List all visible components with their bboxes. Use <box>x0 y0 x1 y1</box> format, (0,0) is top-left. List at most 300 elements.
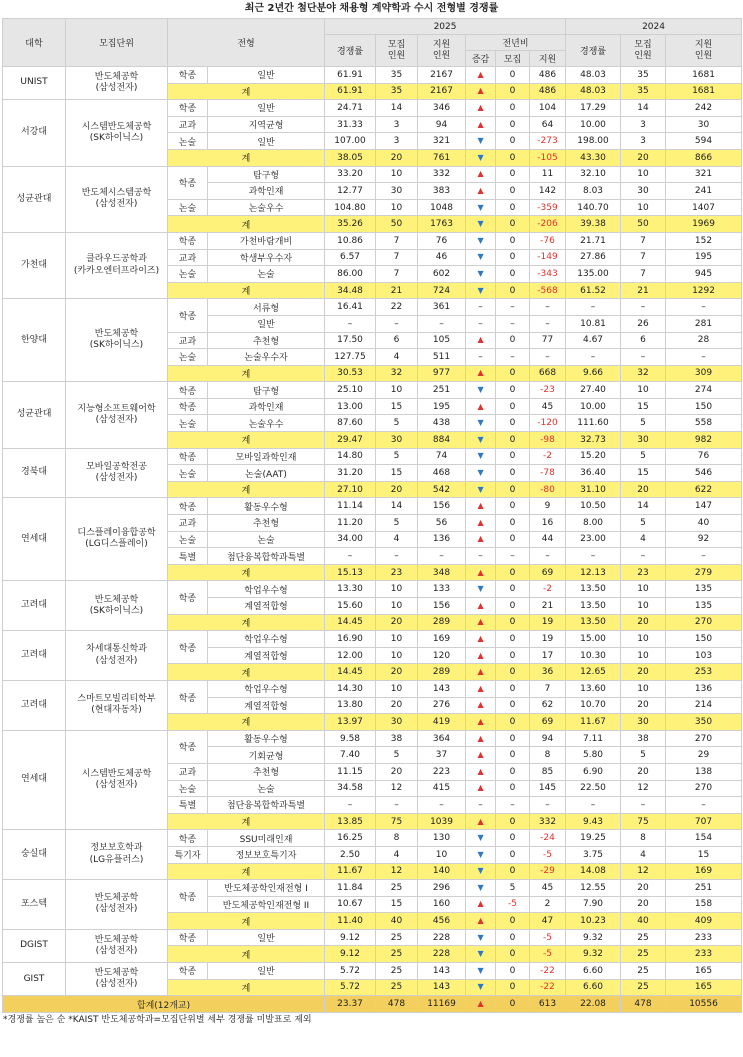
arrow-up-icon: ▲ <box>477 733 484 743</box>
prev-pq: 4 <box>621 531 666 548</box>
diff-quota: 0 <box>496 232 530 249</box>
prev-pr: 23.00 <box>566 531 621 548</box>
value-a: 364 <box>418 730 466 747</box>
type-label: 활동우수형 <box>208 498 325 515</box>
value-q: 30 <box>376 714 418 731</box>
change-icon <box>466 929 496 946</box>
prev-pr: 10.70 <box>566 697 621 714</box>
change-icon: – <box>466 315 496 332</box>
change-icon <box>466 680 496 697</box>
category: 논술 <box>168 133 208 150</box>
dept-name: 디스플레이융합공학 (LG디스플레이) <box>66 498 168 581</box>
total-change-icon <box>466 996 496 1013</box>
value-r: 35.26 <box>325 216 376 233</box>
value-q: 10 <box>376 199 418 216</box>
diff-quota: 0 <box>496 216 530 233</box>
diff-applicants: 486 <box>530 83 566 100</box>
type-label: 서류형 <box>208 299 325 316</box>
dept-name: 정보보호학과 (LG유플러스) <box>66 830 168 880</box>
prev-pq: 10 <box>621 647 666 664</box>
prev-pq: 25 <box>621 929 666 946</box>
prev-pa: 1969 <box>666 216 742 233</box>
prev-pq: – <box>621 797 666 814</box>
prev-pr: 22.50 <box>566 780 621 797</box>
prev-pa: 40 <box>666 515 742 532</box>
value-q: 5 <box>376 747 418 764</box>
diff-quota: 5 <box>496 880 530 897</box>
arrow-down-icon: ▼ <box>477 434 484 444</box>
prev-pr: 48.03 <box>566 67 621 84</box>
value-q: 40 <box>376 913 418 930</box>
prev-pr: 14.08 <box>566 863 621 880</box>
arrow-up-icon: ▲ <box>477 816 484 826</box>
diff-applicants: -206 <box>530 216 566 233</box>
prev-pq: 5 <box>621 448 666 465</box>
prev-pa: 409 <box>666 913 742 930</box>
diff-applicants: 45 <box>530 880 566 897</box>
type-label: 일반 <box>208 133 325 150</box>
value-r: 5.72 <box>325 979 376 996</box>
diff-applicants: -359 <box>530 199 566 216</box>
value-q: 20 <box>376 614 418 631</box>
diff-applicants: 36 <box>530 664 566 681</box>
value-a: 419 <box>418 714 466 731</box>
value-a: 76 <box>418 232 466 249</box>
prev-pr: 9.32 <box>566 946 621 963</box>
prev-pq: 35 <box>621 67 666 84</box>
header-applicants-diff: 지원 <box>530 51 566 67</box>
value-a: 289 <box>418 614 466 631</box>
arrow-down-icon: ▼ <box>477 285 484 295</box>
univ-name: 고려대 <box>3 581 66 631</box>
change-icon <box>466 67 496 84</box>
total-pr: 22.08 <box>566 996 621 1013</box>
arrow-up-icon: ▲ <box>477 185 484 195</box>
value-r: 61.91 <box>325 67 376 84</box>
univ-name: 서강대 <box>3 100 66 166</box>
prev-pa: 707 <box>666 813 742 830</box>
diff-quota: 0 <box>496 631 530 648</box>
diff-quota: 0 <box>496 929 530 946</box>
prev-pq: 12 <box>621 780 666 797</box>
prev-pa: 135 <box>666 581 742 598</box>
prev-pq: – <box>621 548 666 565</box>
arrow-down-icon: ▼ <box>477 882 484 892</box>
prev-pa: 165 <box>666 979 742 996</box>
diff-quota: 0 <box>496 730 530 747</box>
arrow-up-icon: ▲ <box>477 750 484 760</box>
diff-applicants: 668 <box>530 365 566 382</box>
prev-pa: 152 <box>666 232 742 249</box>
category: 특별 <box>168 548 208 565</box>
diff-applicants: 104 <box>530 100 566 117</box>
prev-pq: 30 <box>621 432 666 449</box>
value-a: 37 <box>418 747 466 764</box>
value-a: 977 <box>418 365 466 382</box>
value-q: 3 <box>376 116 418 133</box>
diff-applicants: -23 <box>530 382 566 399</box>
category: 학종 <box>168 100 208 117</box>
univ-name: 고려대 <box>3 680 66 730</box>
type-label: 계 <box>168 863 325 880</box>
dept-name: 모바일공학전공 (삼성전자) <box>66 448 168 498</box>
value-r: 11.67 <box>325 863 376 880</box>
value-q: 5 <box>376 515 418 532</box>
value-a: 156 <box>418 598 466 615</box>
arrow-up-icon: ▲ <box>477 501 484 511</box>
diff-quota: 0 <box>496 515 530 532</box>
prev-pq: 10 <box>621 581 666 598</box>
type-label: 추천형 <box>208 763 325 780</box>
category: 논술 <box>168 266 208 283</box>
value-a: 169 <box>418 631 466 648</box>
value-r: 27.10 <box>325 481 376 498</box>
dept-name: 스마트모빌리티학부 (현대자동차) <box>66 680 168 730</box>
header-ratio-2025: 경쟁률 <box>325 35 376 67</box>
prev-pr: 198.00 <box>566 133 621 150</box>
total-da: 613 <box>530 996 566 1013</box>
prev-pq: 5 <box>621 747 666 764</box>
category: 학종 <box>168 730 208 763</box>
type-label: 학업우수형 <box>208 631 325 648</box>
prev-pa: 251 <box>666 880 742 897</box>
change-icon <box>466 598 496 615</box>
prev-pq: 10 <box>621 598 666 615</box>
prev-pq: 25 <box>621 963 666 980</box>
diff-applicants: 45 <box>530 398 566 415</box>
prev-pr: 43.30 <box>566 149 621 166</box>
change-icon <box>466 631 496 648</box>
change-icon <box>466 896 496 913</box>
total-pa: 10556 <box>666 996 742 1013</box>
total-label: 합계(12개교) <box>3 996 325 1013</box>
type-label: 일반 <box>208 100 325 117</box>
prev-pa: 136 <box>666 680 742 697</box>
prev-pa: – <box>666 548 742 565</box>
type-label: 추천형 <box>208 515 325 532</box>
header-dept: 모집단위 <box>66 19 168 67</box>
prev-pq: 20 <box>621 614 666 631</box>
prev-pr: 10.00 <box>566 116 621 133</box>
value-q: 6 <box>376 332 418 349</box>
diff-applicants: -568 <box>530 282 566 299</box>
value-a: 602 <box>418 266 466 283</box>
prev-pr: 6.90 <box>566 763 621 780</box>
arrow-down-icon: ▼ <box>477 584 484 594</box>
value-a: 94 <box>418 116 466 133</box>
value-a: 296 <box>418 880 466 897</box>
prev-pq: 7 <box>621 232 666 249</box>
change-icon <box>466 448 496 465</box>
change-icon <box>466 747 496 764</box>
value-q: 12 <box>376 780 418 797</box>
prev-pa: 29 <box>666 747 742 764</box>
header-applicants-2024: 지원 인원 <box>666 35 742 67</box>
prev-pr: 15.20 <box>566 448 621 465</box>
prev-pr: 135.00 <box>566 266 621 283</box>
header-ratio-2024: 경쟁률 <box>566 35 621 67</box>
arrow-up-icon: ▲ <box>477 783 484 793</box>
arrow-down-icon: ▼ <box>477 252 484 262</box>
value-r: 12.00 <box>325 647 376 664</box>
category: 교과 <box>168 763 208 780</box>
value-q: 8 <box>376 830 418 847</box>
dept-name: 반도체공학 (삼성전자) <box>66 880 168 930</box>
type-label: 과학인재 <box>208 183 325 200</box>
value-q: 22 <box>376 299 418 316</box>
value-q: 4 <box>376 349 418 366</box>
change-icon: – <box>466 797 496 814</box>
prev-pa: 1681 <box>666 67 742 84</box>
prev-pr: 3.75 <box>566 846 621 863</box>
prev-pr: – <box>566 299 621 316</box>
category: 학종 <box>168 680 208 713</box>
category: 논술 <box>168 780 208 797</box>
change-icon <box>466 199 496 216</box>
prev-pr: 12.55 <box>566 880 621 897</box>
prev-pq: 21 <box>621 282 666 299</box>
page-title: 최근 2년간 첨단분야 채용형 계약학과 수시 전형별 경쟁률 <box>244 3 499 14</box>
diff-quota: 0 <box>496 747 530 764</box>
diff-quota: 0 <box>496 465 530 482</box>
prev-pr: 7.90 <box>566 896 621 913</box>
diff-applicants: 142 <box>530 183 566 200</box>
type-label: 반도체공학인재전형 I <box>208 880 325 897</box>
category: 학종 <box>168 382 208 399</box>
type-label: 활동우수형 <box>208 730 325 747</box>
category: 학종 <box>168 398 208 415</box>
value-a: 251 <box>418 382 466 399</box>
change-icon: – <box>466 548 496 565</box>
prev-pq: 7 <box>621 249 666 266</box>
diff-applicants: -76 <box>530 232 566 249</box>
diff-quota: 0 <box>496 415 530 432</box>
diff-applicants: -24 <box>530 830 566 847</box>
diff-applicants: -98 <box>530 432 566 449</box>
value-r: 14.45 <box>325 664 376 681</box>
arrow-down-icon: ▼ <box>477 202 484 212</box>
diff-applicants: – <box>530 349 566 366</box>
type-label: 일반 <box>208 929 325 946</box>
value-r: 14.80 <box>325 448 376 465</box>
value-q: 20 <box>376 763 418 780</box>
prev-pa: 138 <box>666 763 742 780</box>
type-label: 계 <box>168 481 325 498</box>
type-label: 계 <box>168 365 325 382</box>
type-label: 계 <box>168 216 325 233</box>
diff-quota: 0 <box>496 199 530 216</box>
arrow-down-icon: ▼ <box>477 451 484 461</box>
diff-applicants: 77 <box>530 332 566 349</box>
change-icon <box>466 249 496 266</box>
prev-pr: 111.60 <box>566 415 621 432</box>
prev-pr: 12.13 <box>566 564 621 581</box>
type-label: SSU미래인재 <box>208 830 325 847</box>
value-a: – <box>418 797 466 814</box>
dept-name: 지능형소프트웨어학 (삼성전자) <box>66 382 168 448</box>
prev-pr: 21.71 <box>566 232 621 249</box>
category: 교과 <box>168 116 208 133</box>
value-r: 31.20 <box>325 465 376 482</box>
diff-quota: 0 <box>496 282 530 299</box>
prev-pr: 32.10 <box>566 166 621 183</box>
prev-pa: 214 <box>666 697 742 714</box>
value-a: – <box>418 548 466 565</box>
value-r: 127.75 <box>325 349 376 366</box>
value-q: 23 <box>376 564 418 581</box>
arrow-down-icon: ▼ <box>477 152 484 162</box>
value-a: 10 <box>418 846 466 863</box>
diff-applicants: -29 <box>530 863 566 880</box>
diff-applicants: -105 <box>530 149 566 166</box>
prev-pr: 12.65 <box>566 664 621 681</box>
univ-name: 성균관대 <box>3 166 66 232</box>
diff-applicants: -2 <box>530 448 566 465</box>
value-r: 14.45 <box>325 614 376 631</box>
diff-quota: 0 <box>496 149 530 166</box>
prev-pa: 103 <box>666 647 742 664</box>
category: 논술 <box>168 531 208 548</box>
diff-applicants: -80 <box>530 481 566 498</box>
diff-quota: 0 <box>496 598 530 615</box>
prev-pq: 20 <box>621 149 666 166</box>
value-a: 140 <box>418 863 466 880</box>
value-r: 2.50 <box>325 846 376 863</box>
prev-pa: 982 <box>666 432 742 449</box>
arrow-down-icon: ▼ <box>477 136 484 146</box>
diff-applicants: – <box>530 315 566 332</box>
prev-pr: 10.81 <box>566 315 621 332</box>
type-label: 일반 <box>208 963 325 980</box>
prev-pq: 75 <box>621 813 666 830</box>
prev-pr: 19.25 <box>566 830 621 847</box>
prev-pq: 8 <box>621 830 666 847</box>
value-r: 11.15 <box>325 763 376 780</box>
univ-name: 고려대 <box>3 631 66 681</box>
value-r: 104.80 <box>325 199 376 216</box>
prev-pa: 1681 <box>666 83 742 100</box>
table-row <box>3 232 742 249</box>
total-pq: 478 <box>621 996 666 1013</box>
value-q: 30 <box>376 183 418 200</box>
category: 학종 <box>168 929 208 946</box>
value-q: 14 <box>376 498 418 515</box>
diff-quota: 0 <box>496 581 530 598</box>
value-r: 31.33 <box>325 116 376 133</box>
value-r: 107.00 <box>325 133 376 150</box>
table-row <box>3 880 742 897</box>
value-q: 4 <box>376 846 418 863</box>
diff-quota: 0 <box>496 846 530 863</box>
arrow-down-icon: ▼ <box>477 268 484 278</box>
arrow-down-icon: ▼ <box>477 982 484 992</box>
value-a: 348 <box>418 564 466 581</box>
prev-pr: 4.67 <box>566 332 621 349</box>
prev-pr: 9.43 <box>566 813 621 830</box>
prev-pa: 154 <box>666 830 742 847</box>
prev-pq: 30 <box>621 183 666 200</box>
value-r: 15.13 <box>325 564 376 581</box>
diff-quota: 0 <box>496 714 530 731</box>
type-label: 계 <box>168 282 325 299</box>
prev-pq: 6 <box>621 332 666 349</box>
diff-applicants: -5 <box>530 846 566 863</box>
diff-applicants: 94 <box>530 730 566 747</box>
change-icon <box>466 763 496 780</box>
prev-pa: 135 <box>666 598 742 615</box>
value-q: 15 <box>376 896 418 913</box>
prev-pa: 321 <box>666 166 742 183</box>
diff-quota: 0 <box>496 680 530 697</box>
value-a: 143 <box>418 680 466 697</box>
prev-pa: 158 <box>666 896 742 913</box>
arrow-up-icon: ▲ <box>477 766 484 776</box>
value-a: 133 <box>418 581 466 598</box>
type-label: 논술우수 <box>208 199 325 216</box>
value-a: 120 <box>418 647 466 664</box>
value-a: 542 <box>418 481 466 498</box>
prev-pr: 8.00 <box>566 515 621 532</box>
type-label: 계 <box>168 714 325 731</box>
prev-pa: 169 <box>666 863 742 880</box>
type-label: 계 <box>168 149 325 166</box>
value-r: 13.85 <box>325 813 376 830</box>
univ-name: 한양대 <box>3 299 66 382</box>
category: 학종 <box>168 498 208 515</box>
arrow-up-icon: ▲ <box>477 999 484 1009</box>
dept-name: 반도체공학 (삼성전자) <box>66 67 168 100</box>
type-label: 계 <box>168 813 325 830</box>
arrow-up-icon: ▲ <box>477 401 484 411</box>
prev-pr: 10.23 <box>566 913 621 930</box>
category: 학종 <box>168 299 208 332</box>
value-q: – <box>376 797 418 814</box>
value-r: 13.97 <box>325 714 376 731</box>
univ-name: 가천대 <box>3 232 66 298</box>
header-2024: 2024 <box>566 19 742 35</box>
value-q: 38 <box>376 730 418 747</box>
prev-pq: 10 <box>621 680 666 697</box>
category: 교과 <box>168 515 208 532</box>
type-label: 계 <box>168 913 325 930</box>
univ-name: DGIST <box>3 929 66 962</box>
prev-pr: 140.70 <box>566 199 621 216</box>
type-label: 모바일과학인재 <box>208 448 325 465</box>
type-label: 반도체공학인재전형 II <box>208 896 325 913</box>
prev-pa: 546 <box>666 465 742 482</box>
prev-pr: 13.50 <box>566 614 621 631</box>
value-q: 25 <box>376 946 418 963</box>
change-icon <box>466 647 496 664</box>
prev-pr: – <box>566 349 621 366</box>
change-icon <box>466 365 496 382</box>
diff-quota: – <box>496 548 530 565</box>
prev-pq: 4 <box>621 846 666 863</box>
diff-quota: 0 <box>496 266 530 283</box>
change-icon <box>466 913 496 930</box>
header-quota-2024: 모집 인원 <box>621 35 666 67</box>
value-r: 16.25 <box>325 830 376 847</box>
diff-applicants: -22 <box>530 979 566 996</box>
prev-pa: 195 <box>666 249 742 266</box>
arrow-up-icon: ▲ <box>477 700 484 710</box>
diff-quota: 0 <box>496 498 530 515</box>
prev-pq: 40 <box>621 913 666 930</box>
value-r: 61.91 <box>325 83 376 100</box>
category: 학종 <box>168 581 208 614</box>
diff-applicants: 47 <box>530 913 566 930</box>
univ-name: 포스텍 <box>3 880 66 930</box>
